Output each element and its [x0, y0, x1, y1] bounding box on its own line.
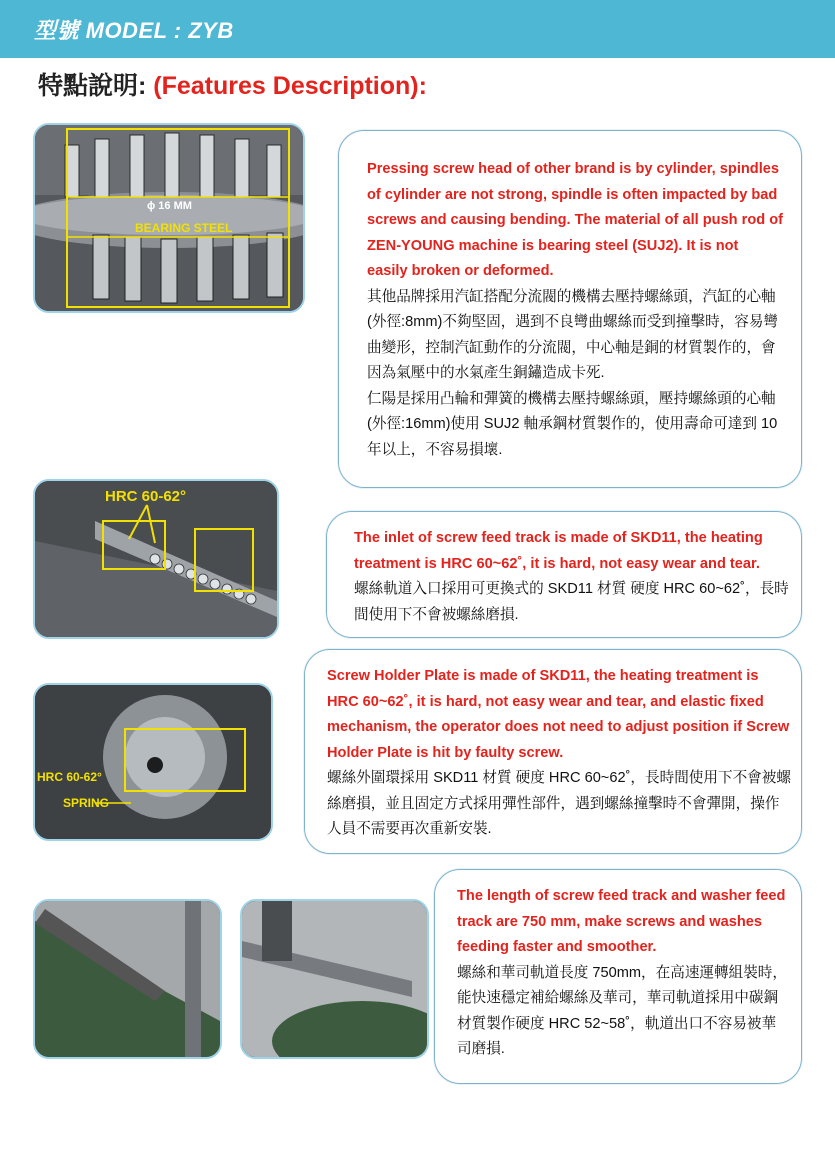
feature-2-zh: 螺絲軌道入口採用可更換式的 SKD11 材質 硬度 HRC 60~62˚，長時間使用下不會被螺絲磨損. — [354, 581, 789, 623]
section-title-zh: 特點說明: — [38, 72, 147, 100]
model-title: 型號 MODEL : ZYB — [34, 18, 234, 43]
photo-washer-track-left — [33, 899, 222, 1059]
photo-screw-holder-plate — [33, 683, 273, 841]
photo3-label-hrc: HRC 60-62° — [37, 770, 102, 784]
model-header-bar — [0, 0, 835, 58]
feature-3-zh: 螺絲外圍環採用 SKD11 材質 硬度 HRC 60~62˚，長時間使用下不會被螺絲磨損，並且固定方式採用彈性部件，遇到螺絲撞擊時不會彈開，操作人員不需要再次重新安裝. — [327, 770, 791, 837]
feature-callout-4 — [434, 869, 802, 1084]
photo3-label-spring: SPRING — [63, 796, 110, 810]
photo-feed-track-inlet — [33, 479, 279, 639]
section-title-en: (Features Description): — [153, 72, 427, 100]
photo-bearing-steel-spindles — [33, 123, 305, 313]
feature-1-en: Pressing screw head of other brand is by cylinder, spindles of cylinder are not strong, spindle is often impacted by bad screws and causing bending. The material of all push rod of ZEN-YOUNG machine is bearing steel (SUJ2). It is not easily broken or deformed. — [367, 161, 783, 279]
feature-callout-1 — [338, 130, 802, 488]
feature-2-en: The inlet of screw feed track is made of SKD11, the heating treatment is HRC 60~62˚, it is hard, not easy wear and tear. — [354, 530, 763, 572]
feature-callout-3 — [304, 649, 802, 854]
photo-washer-track-right — [240, 899, 429, 1059]
photo2-label-hrc: HRC 60-62° — [105, 488, 187, 505]
feature-1-zh-2: 仁陽是採用凸輪和彈簧的機構去壓持螺絲頭，壓持螺絲頭的心軸 (外徑:16mm)使用 SUJ2 軸承鋼材質製作的，使用壽命可達到 10 年以上，不容易損壞. — [367, 390, 778, 458]
feature-callout-2 — [326, 511, 802, 638]
photo1-label-diameter: ϕ 16 MM — [147, 200, 192, 212]
feature-3-en: Screw Holder Plate is made of SKD11, the heating treatment is HRC 60~62˚, it is hard, not easy wear and tear, and elastic fixed mechanism, the operator does not need to adjust position if Screw Holder Plate is hit by faulty screw. — [327, 668, 790, 761]
feature-4-en: The length of screw feed track and washer feed track are 750 mm, make screws and washes feeding faster and smoother. — [457, 888, 786, 955]
feature-4-zh: 螺絲和華司軌道長度 750mm，在高速運轉組裝時，能快速穩定補給螺絲及華司，華司軌道採用中碳鋼材質製作硬度 HRC 52~58˚，軌道出口不容易被華司磨損. — [457, 964, 788, 1057]
section-title — [38, 66, 427, 102]
feature-1-zh: 其他品牌採用汽缸搭配分流閥的機構去壓持螺絲頭，汽缸的心軸(外徑:8mm)不夠堅固，遇到不良彎曲螺絲而受到撞擊時，容易彎曲變形，控制汽缸動作的分流閥，中心軸是銅的材質製作的，會因為氣壓中的水氣產生銅鏽造成卡死. — [367, 288, 779, 381]
photo1-label-material: BEARING STEEL — [135, 221, 233, 235]
